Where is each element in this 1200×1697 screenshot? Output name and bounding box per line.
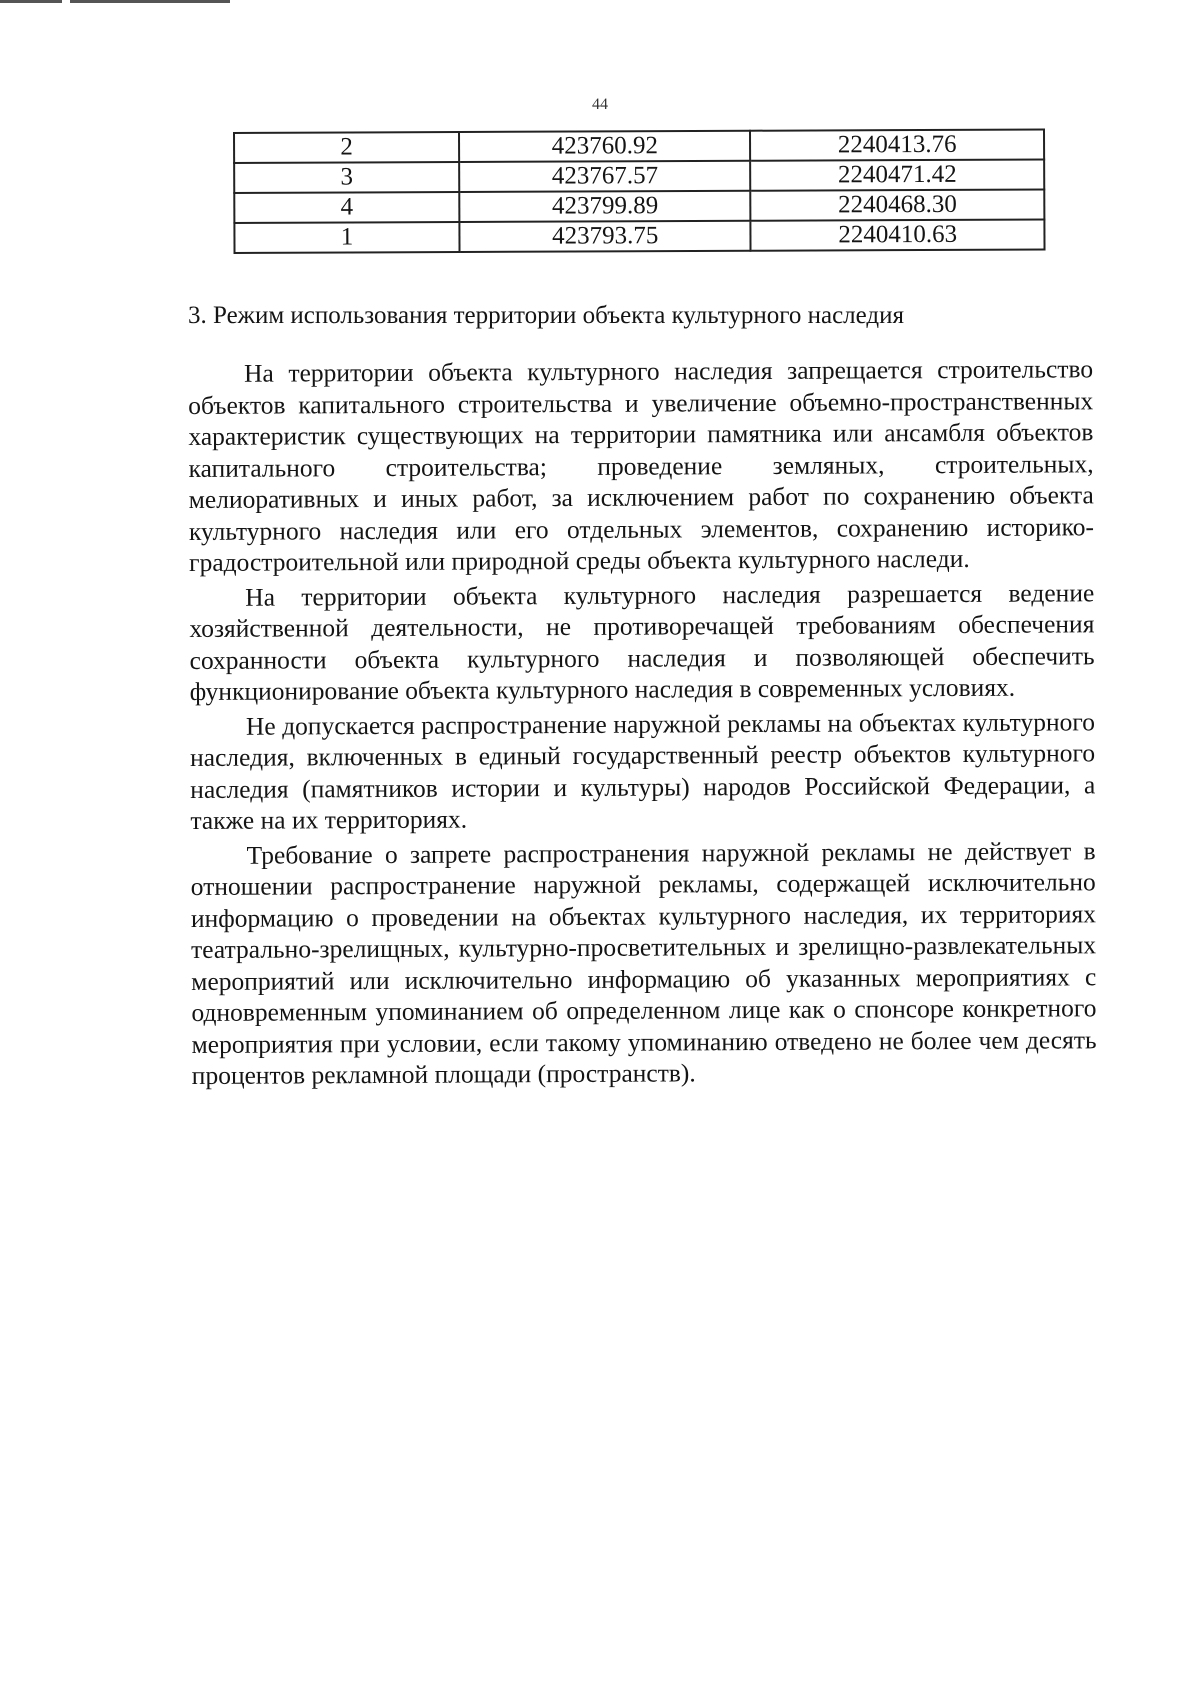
table-row <box>234 159 1044 193</box>
y-coordinate-cell: 2240413.76 <box>750 129 1044 160</box>
paragraph-advertising-ban: Не допускается распространение наружной рекламы на объектах культурного наследия, включенных в единый государственный реестр объектов культурного наследия (памятников истории и культуры) народов Российской Федерации, а также на их территориях. <box>190 706 1096 835</box>
paragraph-permitted-activity: На территории объекта культурного наследия разрешается ведение хозяйственной деятельности, не противоречащей требованиям обеспечения сохранности объекта культурного наследия и позволяющей обеспечить функционирование объекта культурного наследия в современных условиях. <box>189 577 1095 706</box>
point-number-cell: 2 <box>234 132 459 163</box>
scan-edge-mark <box>0 0 62 3</box>
table-row <box>234 219 1044 253</box>
x-coordinate-cell: 423799.89 <box>459 191 751 222</box>
scan-edge-mark <box>70 0 230 3</box>
x-coordinate-cell: 423793.75 <box>459 221 751 252</box>
section-heading: 3. Режим использования территории объекта культурного наследия <box>188 302 905 329</box>
paragraph-prohibitions: На территории объекта культурного наследия запрещается строительство объектов капитального строительства и увеличение объемно-пространственных характеристик существующих на территории памятника или ансамбля объектов капитального строительства; проведение земляных, строительных, мелиоративных и иных работ, за исключением работ по сохранению объекта культурного наследия или его отдельных элементов, сохранению историко-градостроительной или природной среды объекта культурного наследи. <box>188 354 1094 577</box>
table-row <box>234 129 1044 163</box>
y-coordinate-cell: 2240468.30 <box>751 189 1045 220</box>
page-number: 44 <box>592 96 608 113</box>
x-coordinate-cell: 423767.57 <box>459 161 751 192</box>
table-row <box>234 189 1044 223</box>
point-number-cell: 4 <box>234 192 459 223</box>
x-coordinate-cell: 423760.92 <box>459 131 751 162</box>
y-coordinate-cell: 2240410.63 <box>751 219 1045 250</box>
point-number-cell: 1 <box>234 222 459 253</box>
section-body <box>188 353 1097 1094</box>
y-coordinate-cell: 2240471.42 <box>751 159 1045 190</box>
paragraph-advertising-exception: Требование о запрете распространения наружной рекламы не действует в отношении распространение наружной рекламы, содержащей исключительно информацию о проведении на объектах культурного наследия, их территориях театрально-зрелищных, культурно-просветительных и зрелищно-развлекательных мероприятий или исключительно информацию об указанных мероприятиях с одновременным упоминанием об определенном лице как о спонсоре конкретного мероприятия при условии, если такому упоминанию отведено не более чем десять процентов рекламной площади (пространств). <box>190 835 1097 1090</box>
point-number-cell: 3 <box>234 162 459 193</box>
coordinates-table <box>233 128 1046 254</box>
